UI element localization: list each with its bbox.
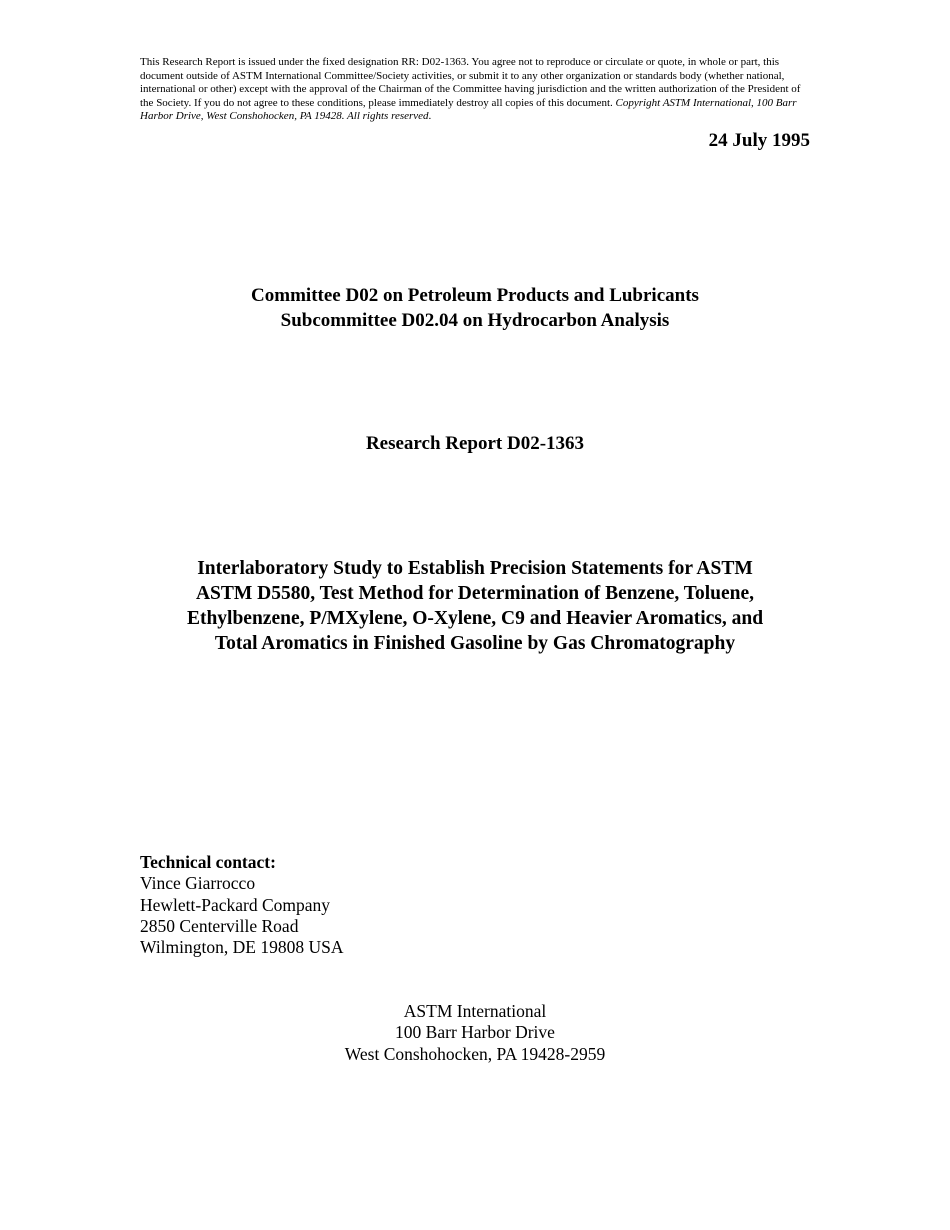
committee-heading xyxy=(0,283,950,333)
technical-contact xyxy=(140,852,343,958)
study-title-line: Total Aromatics in Finished Gasoline by Gas Chromatography xyxy=(214,633,736,654)
study-title-line: Interlaboratory Study to Establish Precision Statements for ASTM xyxy=(197,558,753,579)
study-title xyxy=(0,556,950,656)
committee-name: Committee D02 on Petroleum Products and Lubricants xyxy=(251,285,699,306)
notice-copyright: Copyright ASTM International, 100 Barr Harbor Drive, West Conshohocken, PA 19428. All rights reserved xyxy=(140,96,797,123)
astm-address xyxy=(0,1001,950,1065)
astm-street: 100 Barr Harbor Drive xyxy=(395,1022,555,1043)
astm-name: ASTM International xyxy=(403,1001,547,1021)
astm-city: West Conshohocken, PA 19428-2959 xyxy=(344,1043,606,1064)
contact-city: Wilmington, DE 19808 USA xyxy=(140,937,344,958)
technical-contact-label: Technical contact: xyxy=(140,852,276,872)
report-number: Research Report D02-1363 xyxy=(365,433,585,454)
subcommittee-name: Subcommittee D02.04 on Hydrocarbon Analysis xyxy=(280,310,670,331)
notice-text: This Research Report is issued under the fixed designation RR: D02-1363. You agree not to reproduce or circulate or quote, in whole or part, this document outside of ASTM International Committee/Society activities, or submit it to any other organization or standards body (whether national, international or other) except with the approval of the Chairman of the Committee having jurisdiction and the written authorization of the President of the Society. If you do not agree to these conditions, please immediately destroy all copies of this document. xyxy=(140,56,801,109)
study-title-line: Ethylbenzene, P/MXylene, O-Xylene, C9 and Heavier Aromatics, and xyxy=(186,608,764,629)
contact-company: Hewlett-Packard Company xyxy=(140,894,331,915)
copyright-notice: This Research Report is issued under the fixed designation RR: D02-1363. You agree not to reproduce or circulate or quote, in whole or part, this document outside of ASTM International Committee/Society activities, or submit it to any other organization or standards body (whether national, international or other) except with the approval of the Chairman of the Committee having jurisdiction and the written authorization of the President of the Society. If you do not agree to these conditions, please immediately destroy all copies of this document. Copyright ASTM International, 100 Barr Harbor Drive, West Conshohocken, PA 19428. All rights reserved. xyxy=(140,56,801,123)
contact-street: 2850 Centerville Road xyxy=(140,915,299,936)
study-title-line: ASTM D5580, Test Method for Determination of Benzene, Toluene, xyxy=(195,583,755,604)
report-date: 24 July 1995 xyxy=(708,130,810,151)
contact-name: Vince Giarrocco xyxy=(140,873,256,894)
